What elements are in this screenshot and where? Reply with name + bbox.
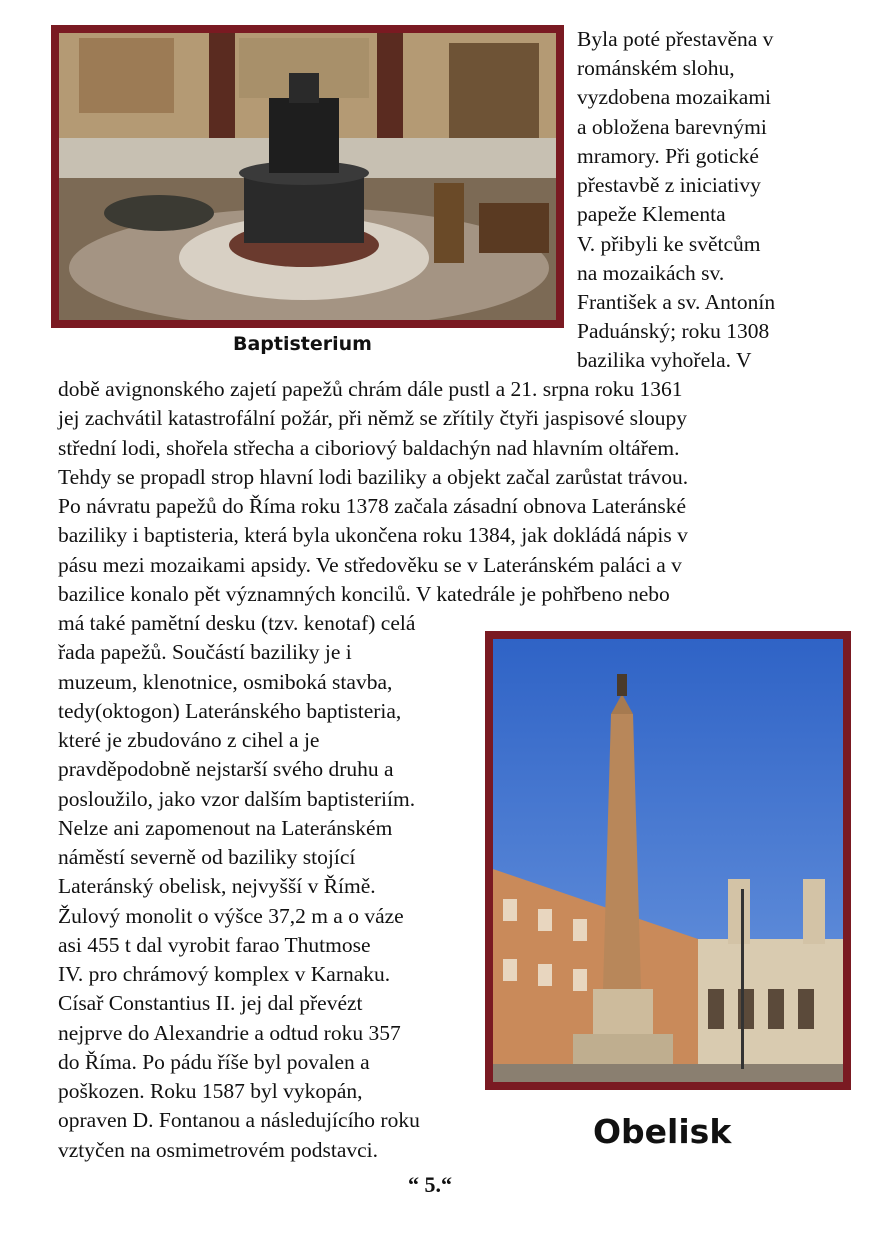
- text-line: IV. pro chrámový komplex v Karnaku.: [58, 962, 391, 986]
- text-line: Po návratu papežů do Říma roku 1378 začala zásadní obnova Lateránské: [58, 494, 687, 518]
- text-line: muzeum, klenotnice, osmiboká stavba,: [58, 670, 393, 694]
- text-line: jej zachvátil katastrofální požár, při němž se zřítily čtyři jaspisové sloupy: [58, 406, 688, 430]
- text-line: posloužilo, jako vzor dalším baptisteriím.: [58, 787, 416, 811]
- baptisterium-caption: Baptisterium: [233, 333, 372, 355]
- page-number: “ 5.“: [408, 1172, 452, 1197]
- baptisterium-image: [59, 33, 556, 320]
- text-line: tedy(oktogon) Lateránského baptisteria,: [58, 699, 402, 723]
- text-line: Lateránský obelisk, nejvyšší v Římě.: [58, 874, 376, 898]
- text-line: Císař Constantius II. jej dal převézt: [58, 991, 363, 1015]
- text-line: opraven D. Fontanou a následujícího roku: [58, 1108, 420, 1132]
- text-line: románském slohu,: [577, 56, 735, 80]
- obelisk-caption: Obelisk: [593, 1112, 732, 1151]
- text-line: které je zbudováno z cihel a je: [58, 728, 320, 752]
- text-line: asi 455 t dal vyrobit farao Thutmose: [58, 933, 371, 957]
- obelisk-image: [493, 639, 843, 1082]
- text-line: do Říma. Po pádu říše byl povalen a: [58, 1050, 370, 1074]
- text-line: vyzdobena mozaikami: [577, 85, 772, 109]
- text-line: náměstí severně od baziliky stojící: [58, 845, 356, 869]
- text-line: době avignonského zajetí papežů chrám dále pustl a 21. srpna roku 1361: [58, 377, 683, 401]
- text-line: má také pamětní desku (tzv. kenotaf) celá: [58, 611, 416, 635]
- text-line: Tehdy se propadl strop hlavní lodi baziliky a objekt začal zarůstat trávou.: [58, 465, 689, 489]
- text-line: V. přibyli ke světcům: [577, 232, 761, 256]
- text-line: pravděpodobně nejstarší svého druhu a: [58, 757, 394, 781]
- text-line: mramory. Při gotické: [577, 144, 759, 168]
- text-line: bazilice konalo pět významných koncilů. V katedrále je pohřbeno nebo: [58, 582, 670, 606]
- text-line: a obložena barevnými: [577, 115, 767, 139]
- text-line: řada papežů. Součástí baziliky je i: [58, 640, 352, 664]
- text-line: poškozen. Roku 1587 byl vykopán,: [58, 1079, 363, 1103]
- text-line: František a sv. Antonín: [577, 290, 776, 314]
- text-line: Nelze ani zapomenout na Lateránském: [58, 816, 393, 840]
- text-line: papeže Klementa: [577, 202, 726, 226]
- text-line: na mozaikách sv.: [577, 261, 725, 285]
- text-line: přestavbě z iniciativy: [577, 173, 761, 197]
- text-line: baziliky i baptisteria, která byla ukončena roku 1384, jak dokládá nápis v: [58, 523, 688, 547]
- text-line: vztyčen na osmimetrovém podstavci.: [58, 1138, 379, 1162]
- text-line: Byla poté přestavěna v: [577, 27, 774, 51]
- text-line: pásu mezi mozaikami apsidy. Ve středověku se v Lateránském paláci a v: [58, 553, 682, 577]
- text-line: bazilika vyhořela. V: [577, 348, 752, 372]
- text-line: Žulový monolit o výšce 37,2 m a o váze: [58, 904, 404, 928]
- text-line: nejprve do Alexandrie a odtud roku 357: [58, 1021, 401, 1045]
- text-line: Paduánský; roku 1308: [577, 319, 770, 343]
- text-line: střední lodi, shořela střecha a ciboriový baldachýn nad hlavním oltářem.: [58, 436, 680, 460]
